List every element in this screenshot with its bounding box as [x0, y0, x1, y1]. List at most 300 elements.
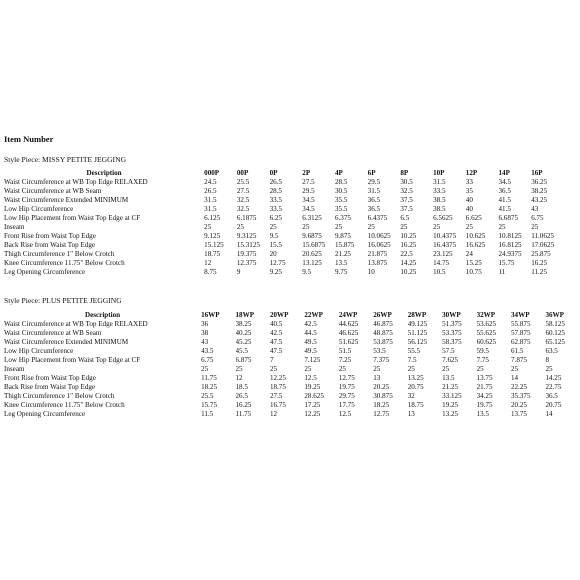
- measurement-value: 16.25: [400, 241, 417, 249]
- size-header: 14P: [498, 169, 510, 177]
- measurement-value: 40: [465, 196, 473, 204]
- table-row: [4, 401, 580, 410]
- measurement-value: 27.5: [269, 392, 283, 400]
- measurement-value: 33.5: [269, 196, 282, 204]
- measurement-value: 16.8125: [498, 241, 522, 249]
- measurement-value: 16.625: [465, 241, 486, 249]
- measurement-value: 22.5: [400, 250, 413, 258]
- measurement-value: 12: [269, 410, 278, 418]
- measurement-value: 15.3125: [236, 241, 260, 249]
- measurement-value: 10.0625: [367, 232, 391, 240]
- measurement-label: Inseam: [4, 223, 25, 231]
- measurement-value: 19.375: [236, 250, 257, 258]
- measurement-value: 38.25: [531, 187, 548, 195]
- measurement-value: 12.25: [269, 374, 286, 382]
- size-header: 32WP: [476, 311, 496, 319]
- table-row: [4, 223, 564, 232]
- measurement-value: 31.5: [204, 205, 217, 213]
- measurement-value: 41.5: [498, 205, 511, 213]
- measurement-value: 25: [235, 365, 243, 373]
- measurement-value: 6.5: [400, 214, 410, 222]
- measurement-value: 45.25: [235, 338, 252, 346]
- measurement-value: 43.25: [531, 196, 548, 204]
- measurement-value: 13.75: [511, 410, 527, 418]
- table-row: [4, 232, 564, 241]
- measurement-value: 25.5: [236, 178, 250, 186]
- measurement-label: Knee Circumference 11.75" Below Crotch: [4, 259, 125, 267]
- measurement-value: 36.5: [367, 205, 381, 213]
- measurement-value: 25.5: [201, 392, 214, 400]
- measurement-value: 11.5: [201, 410, 214, 418]
- measurement-value: 25: [433, 223, 441, 231]
- measurement-value: 17.75: [338, 401, 355, 409]
- measurement-value: 11.25: [531, 268, 547, 276]
- plus-petite-size-table: [4, 311, 580, 419]
- measurement-label: Leg Opening Circumference: [4, 410, 86, 418]
- measurement-value: 35.5: [334, 196, 348, 204]
- measurement-value: 29.5: [302, 187, 315, 195]
- style-piece-missy: Style Piece: MISSY PETITE JEGGING: [4, 155, 127, 164]
- description-header: Description: [86, 169, 122, 177]
- measurement-value: 38.5: [433, 205, 446, 213]
- measurement-value: 13.25: [442, 410, 459, 418]
- measurement-value: 6.3125: [302, 214, 322, 222]
- measurement-value: 49.125: [407, 320, 428, 328]
- measurement-value: 12.5: [304, 374, 317, 382]
- size-header: 36WP: [545, 311, 564, 319]
- size-header: 12P: [465, 169, 478, 177]
- measurement-value: 17.0625: [531, 241, 555, 249]
- measurement-value: 20.25: [373, 383, 390, 391]
- measurement-label: Waist Circumference at WB Seam: [4, 329, 102, 337]
- measurement-value: 25: [442, 365, 450, 373]
- measurement-value: 53.875: [373, 338, 393, 346]
- table-header-row: [4, 169, 564, 178]
- measurement-value: 9.875: [334, 232, 351, 240]
- measurement-value: 6.25: [269, 214, 282, 222]
- measurement-value: 9.25: [269, 268, 282, 276]
- measurement-label: Knee Circumference 11.75" Below Crotch: [4, 401, 125, 409]
- measurement-label: Waist Circumference at WB Top Edge RELAXED: [4, 320, 148, 328]
- measurement-value: 10: [367, 268, 375, 276]
- measurement-value: 46.625: [338, 329, 359, 337]
- measurement-label: Inseam: [4, 365, 25, 373]
- measurement-value: 53.375: [442, 329, 462, 337]
- measurement-value: 32.5: [236, 205, 250, 213]
- measurement-value: 20.75: [545, 401, 562, 409]
- measurement-value: 7.5: [407, 356, 417, 364]
- table-row: [4, 268, 564, 277]
- measurement-value: 51.625: [338, 338, 359, 346]
- measurement-value: 33.125: [442, 392, 462, 400]
- measurement-value: 42.5: [304, 320, 317, 328]
- measurement-value: 26.5: [235, 392, 248, 400]
- measurement-value: 47.5: [269, 347, 283, 355]
- size-header: 2P: [302, 169, 311, 177]
- measurement-value: 30.5: [400, 178, 413, 186]
- measurement-value: 59.5: [476, 347, 489, 355]
- measurement-value: 56.125: [407, 338, 428, 346]
- measurement-value: 43.5: [201, 347, 214, 355]
- measurement-value: 9.3125: [236, 232, 257, 240]
- size-header: 000P: [204, 169, 220, 177]
- measurement-label: Thigh Circumference 1" Below Crotch: [4, 392, 115, 400]
- measurement-value: 37.5: [400, 205, 413, 213]
- measurement-value: 53.625: [476, 320, 497, 328]
- size-header: 34WP: [511, 311, 530, 319]
- measurement-value: 12.25: [304, 410, 321, 418]
- measurement-value: 25: [498, 223, 506, 231]
- measurement-label: Waist Circumference Extended MINIMUM: [4, 338, 129, 346]
- measurement-value: 13: [407, 410, 415, 418]
- measurement-value: 13.25: [407, 374, 424, 382]
- measurement-value: 7.75: [476, 356, 489, 364]
- measurement-value: 55.625: [476, 329, 497, 337]
- measurement-value: 13.5: [442, 374, 455, 382]
- measurement-value: 34.5: [302, 205, 315, 213]
- measurement-value: 25: [476, 365, 484, 373]
- measurement-value: 29.75: [338, 392, 355, 400]
- measurement-value: 15.125: [204, 241, 224, 249]
- measurement-value: 60.625: [476, 338, 497, 346]
- measurement-value: 18.75: [269, 383, 286, 391]
- measurement-value: 6.125: [204, 214, 221, 222]
- measurement-value: 6.625: [465, 214, 482, 222]
- table-row: [4, 187, 564, 196]
- size-header: 28WP: [407, 311, 427, 319]
- measurement-value: 49.5: [304, 338, 317, 346]
- measurement-value: 26.5: [269, 178, 282, 186]
- measurement-value: 45.5: [235, 347, 248, 355]
- measurement-value: 36.5: [498, 187, 511, 195]
- measurement-value: 25: [269, 223, 277, 231]
- measurement-value: 25: [304, 365, 312, 373]
- measurement-value: 22.75: [545, 383, 562, 391]
- measurement-value: 53.5: [373, 347, 386, 355]
- measurement-value: 24.5: [204, 178, 217, 186]
- measurement-value: 47.5: [269, 338, 283, 346]
- measurement-value: 44.625: [338, 320, 359, 328]
- table-row: [4, 259, 564, 268]
- measurement-value: 57.5: [442, 347, 455, 355]
- measurement-label: Low Hip Placement from Waist Top Edge at CF: [4, 214, 141, 222]
- size-header: 24WP: [338, 311, 358, 319]
- measurement-value: 6.75: [531, 214, 544, 222]
- measurement-value: 28.5: [269, 187, 282, 195]
- measurement-label: Thigh Circumference 1" Below Crotch: [4, 250, 115, 258]
- measurement-value: 9.6875: [302, 232, 322, 240]
- size-header: 26WP: [373, 311, 392, 319]
- measurement-value: 6.875: [235, 356, 252, 364]
- measurement-value: 30.5: [334, 187, 348, 195]
- measurement-value: 32: [407, 392, 415, 400]
- measurement-value: 9.75: [334, 268, 348, 276]
- table-row: [4, 241, 564, 250]
- measurement-value: 38.5: [433, 196, 446, 204]
- measurement-value: 21.75: [476, 383, 493, 391]
- measurement-value: 25: [302, 223, 310, 231]
- measurement-value: 35.375: [511, 392, 531, 400]
- measurement-value: 12.75: [269, 259, 286, 267]
- measurement-value: 13.875: [367, 259, 388, 267]
- measurement-value: 16.0625: [367, 241, 391, 249]
- size-header: 00P: [236, 169, 249, 177]
- measurement-value: 30.875: [373, 392, 393, 400]
- measurement-value: 48.875: [373, 329, 393, 337]
- measurement-value: 8.75: [204, 268, 217, 276]
- measurement-value: 9.5: [302, 268, 312, 276]
- measurement-value: 25: [201, 365, 209, 373]
- measurement-value: 25: [269, 365, 278, 373]
- size-header: 10P: [433, 169, 445, 177]
- measurement-value: 40.5: [269, 320, 283, 328]
- measurement-value: 57.875: [511, 329, 531, 337]
- measurement-label: Low Hip Circumference: [4, 205, 74, 213]
- measurement-value: 31.5: [367, 187, 381, 195]
- measurement-value: 29.5: [367, 178, 381, 186]
- measurement-value: 58.125: [545, 320, 565, 328]
- measurement-label: Waist Circumference Extended MINIMUM: [4, 196, 129, 204]
- table-row: [4, 338, 580, 347]
- measurement-value: 28.5: [334, 178, 348, 186]
- table-header-row: [4, 311, 580, 320]
- measurement-value: 31.5: [204, 196, 217, 204]
- measurement-value: 12: [235, 374, 243, 382]
- measurement-value: 25.875: [531, 250, 551, 258]
- item-number-heading: Item Number: [4, 134, 54, 144]
- measurement-value: 19.75: [476, 401, 493, 409]
- measurement-value: 43: [531, 205, 539, 213]
- measurement-value: 21.25: [442, 383, 459, 391]
- measurement-value: 9.125: [204, 232, 221, 240]
- measurement-value: 15.75: [498, 259, 515, 267]
- measurement-label: Waist Circumference at WB Seam: [4, 187, 102, 195]
- table-row: [4, 365, 580, 374]
- measurement-value: 15.5: [269, 241, 282, 249]
- measurement-value: 13.125: [302, 259, 322, 267]
- measurement-value: 15.75: [201, 401, 218, 409]
- measurement-value: 25: [338, 365, 346, 373]
- measurement-value: 25: [531, 223, 539, 231]
- measurement-value: 15.6875: [302, 241, 326, 249]
- measurement-value: 34.5: [498, 178, 511, 186]
- measurement-value: 7.125: [304, 356, 321, 364]
- measurement-value: 13: [373, 374, 381, 382]
- size-header: 8P: [400, 169, 409, 177]
- table-row: [4, 250, 564, 259]
- measurement-value: 25: [511, 365, 519, 373]
- measurement-value: 55.875: [511, 320, 531, 328]
- size-header: 18WP: [235, 311, 255, 319]
- measurement-value: 32.5: [400, 187, 413, 195]
- measurement-value: 10.25: [400, 268, 417, 276]
- measurement-value: 16.75: [269, 401, 286, 409]
- size-header: 6P: [367, 169, 376, 177]
- measurement-value: 36.25: [531, 178, 548, 186]
- measurement-value: 6.5625: [433, 214, 453, 222]
- table-row: [4, 383, 580, 392]
- measurement-value: 12.375: [236, 259, 257, 267]
- measurement-value: 7.25: [338, 356, 352, 364]
- table-row: [4, 320, 580, 329]
- size-header: 20WP: [269, 311, 289, 319]
- measurement-value: 62.875: [511, 338, 531, 346]
- measurement-value: 58.375: [442, 338, 462, 346]
- table-row: [4, 347, 580, 356]
- measurement-value: 14.25: [400, 259, 417, 267]
- measurement-value: 13.75: [476, 374, 493, 382]
- measurement-value: 42.5: [269, 329, 283, 337]
- measurement-value: 27.5: [236, 187, 250, 195]
- size-header: 16P: [531, 169, 543, 177]
- description-header: Description: [84, 311, 121, 319]
- measurement-value: 35: [465, 187, 473, 195]
- measurement-value: 14: [545, 410, 553, 418]
- measurement-value: 34.25: [476, 392, 493, 400]
- measurement-value: 27.5: [302, 178, 315, 186]
- measurement-value: 25: [334, 223, 343, 231]
- measurement-value: 7.625: [442, 356, 459, 364]
- measurement-value: 38.25: [235, 320, 252, 328]
- measurement-value: 38: [201, 329, 209, 337]
- measurement-value: 10.5: [433, 268, 446, 276]
- measurement-label: Waist Circumference at WB Top Edge RELAXED: [4, 178, 148, 186]
- table-row: [4, 329, 580, 338]
- measurement-value: 6.4375: [367, 214, 388, 222]
- measurement-value: 65.125: [545, 338, 565, 346]
- measurement-value: 36.5: [367, 196, 381, 204]
- measurement-value: 9: [236, 268, 241, 276]
- measurement-value: 10.625: [465, 232, 486, 240]
- measurement-value: 46.875: [373, 320, 393, 328]
- measurement-value: 24.9375: [498, 250, 522, 258]
- measurement-value: 12.75: [338, 374, 355, 382]
- measurement-value: 18.75: [407, 401, 424, 409]
- measurement-value: 10.4375: [433, 232, 457, 240]
- measurement-value: 8: [545, 356, 549, 364]
- measurement-label: Back Rise from Waist Top Edge: [4, 383, 96, 391]
- measurement-value: 55.5: [407, 347, 421, 355]
- measurement-value: 28.625: [304, 392, 324, 400]
- measurement-value: 19.25: [304, 383, 321, 391]
- measurement-value: 33.5: [269, 205, 282, 213]
- measurement-value: 32.5: [236, 196, 250, 204]
- measurement-value: 26.5: [204, 187, 217, 195]
- measurement-value: 20: [269, 250, 277, 258]
- measurement-value: 7: [269, 356, 274, 364]
- measurement-value: 20.625: [302, 250, 322, 258]
- measurement-value: 18.5: [235, 383, 248, 391]
- style-piece-plus: Style Piece: PLUS PETITE JEGGING: [4, 296, 122, 305]
- table-row: [4, 196, 564, 205]
- measurement-value: 43: [201, 338, 209, 346]
- measurement-value: 25: [373, 365, 381, 373]
- measurement-value: 16.25: [531, 259, 548, 267]
- measurement-value: 16.4375: [433, 241, 457, 249]
- measurement-value: 6.1875: [236, 214, 257, 222]
- measurement-value: 25: [465, 223, 473, 231]
- size-header: 16WP: [201, 311, 220, 319]
- size-header: 0P: [269, 169, 278, 177]
- measurement-value: 36.5: [545, 392, 558, 400]
- table-row: [4, 178, 564, 187]
- measurement-value: 11.75: [235, 410, 252, 418]
- measurement-value: 31.5: [433, 178, 446, 186]
- measurement-value: 35.5: [334, 205, 348, 213]
- measurement-value: 6.6875: [498, 214, 518, 222]
- measurement-value: 25: [204, 223, 212, 231]
- measurement-value: 21.25: [334, 250, 351, 258]
- measurement-value: 49.5: [304, 347, 317, 355]
- measurement-value: 60.125: [545, 329, 565, 337]
- measurement-value: 6.375: [334, 214, 351, 222]
- measurement-value: 34.5: [302, 196, 315, 204]
- measurement-value: 61.5: [511, 347, 524, 355]
- measurement-value: 24: [465, 250, 473, 258]
- table-row: [4, 214, 564, 223]
- measurement-value: 13.5: [334, 259, 348, 267]
- measurement-value: 36: [201, 320, 209, 328]
- measurement-label: Low Hip Circumference: [4, 347, 74, 355]
- measurement-value: 21.875: [367, 250, 388, 258]
- measurement-value: 23.125: [433, 250, 453, 258]
- measurement-value: 25: [236, 223, 244, 231]
- measurement-value: 18.25: [373, 401, 390, 409]
- measurement-value: 15.25: [465, 259, 482, 267]
- measurement-value: 20.25: [511, 401, 527, 409]
- measurement-label: Front Rise from Waist Top Edge: [4, 374, 96, 382]
- measurement-label: Leg Opening Circumference: [4, 268, 86, 276]
- measurement-value: 33.5: [433, 187, 446, 195]
- measurement-value: 7.375: [373, 356, 390, 364]
- measurement-value: 16.25: [235, 401, 252, 409]
- measurement-value: 18.75: [204, 250, 221, 258]
- measurement-value: 20.75: [407, 383, 424, 391]
- measurement-value: 11: [498, 268, 506, 276]
- measurement-label: Back Rise from Waist Top Edge: [4, 241, 96, 249]
- measurement-value: 25: [407, 365, 415, 373]
- measurement-value: 63.5: [545, 347, 558, 355]
- measurement-value: 10.75: [465, 268, 482, 276]
- measurement-value: 11.0625: [531, 232, 554, 240]
- table-row: [4, 410, 580, 419]
- measurement-value: 41.5: [498, 196, 511, 204]
- missy-petite-size-table: [4, 169, 564, 277]
- measurement-value: 12.75: [373, 410, 390, 418]
- measurement-value: 14: [511, 374, 519, 382]
- measurement-value: 10.25: [400, 232, 417, 240]
- measurement-value: 40: [465, 205, 473, 213]
- measurement-value: 25: [400, 223, 408, 231]
- measurement-value: 14.25: [545, 374, 562, 382]
- size-header: 4P: [334, 169, 343, 177]
- measurement-value: 12: [204, 259, 212, 267]
- measurement-value: 13.5: [476, 410, 489, 418]
- measurement-value: 9.5: [269, 232, 279, 240]
- measurement-value: 40.25: [235, 329, 252, 337]
- measurement-label: Front Rise from Waist Top Edge: [4, 232, 96, 240]
- measurement-value: 12.5: [338, 410, 352, 418]
- measurement-value: 51.125: [407, 329, 428, 337]
- measurement-value: 10.8125: [498, 232, 522, 240]
- measurement-value: 25: [367, 223, 375, 231]
- size-header: 22WP: [304, 311, 323, 319]
- measurement-value: 37.5: [400, 196, 413, 204]
- measurement-value: 25: [545, 365, 553, 373]
- measurement-label: Low Hip Placement from Waist Top Edge at CF: [4, 356, 141, 364]
- measurement-value: 17.25: [304, 401, 321, 409]
- measurement-value: 15.875: [334, 241, 355, 249]
